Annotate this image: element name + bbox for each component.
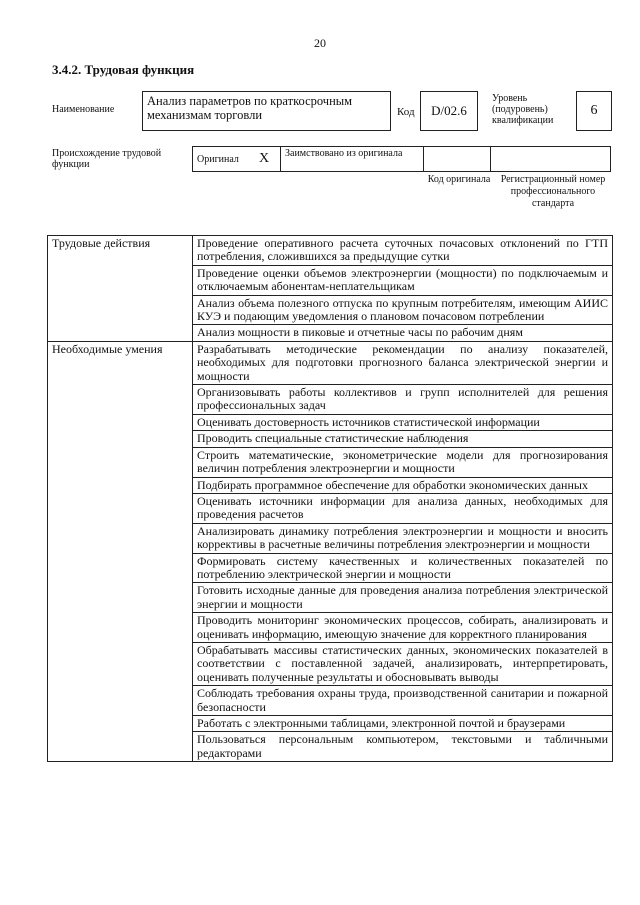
item-text: Оценивать достоверность источников статистической информации bbox=[193, 414, 613, 430]
item-text: Разрабатывать методические рекомендации по анализу показателей, необходимых для подготовки прогнозного баланса электрической энергии и мощности bbox=[193, 341, 613, 384]
reg-number-caption: Регистрационный номер профессионального стандарта bbox=[500, 174, 606, 209]
item-text: Проведение оперативного расчета суточных почасовых отклонений по ГТП потребления, сложившихся за предыдущие сутки bbox=[193, 236, 613, 266]
item-text: Организовывать работы коллективов и групп исполнителей для решения профессиональных задач bbox=[193, 385, 613, 415]
origin-label: Происхождение трудовой функции bbox=[52, 148, 162, 170]
item-text: Проведение оценки объемов электроэнергии (мощности) по подключаемым и отключаемым абонентам-неплательщикам bbox=[193, 265, 613, 295]
borrowed-cell bbox=[280, 146, 424, 172]
item-text: Пользоваться персональным компьютером, текстовыми и табличными редакторами bbox=[193, 732, 613, 762]
item-text: Готовить исходные данные для проведения анализа потребления электрической энергии и мощности bbox=[193, 583, 613, 613]
group-title: Необходимые умения bbox=[48, 341, 193, 761]
name-label: Наименование bbox=[52, 104, 115, 115]
item-text: Подбирать программное обеспечение для обработки экономических данных bbox=[193, 477, 613, 493]
item-text: Обрабатывать массивы статистических данных, экономических показателей в соответствии с поставленной задачей, анализировать, интерпретировать, оценивать полученные результаты и обосновывать выводы bbox=[193, 642, 613, 685]
item-text: Соблюдать требования охраны труда, производственной санитарии и пожарной безопасности bbox=[193, 686, 613, 716]
table-row bbox=[48, 341, 613, 384]
page-number: 20 bbox=[314, 36, 326, 50]
level-label: Уровень (подуровень) квалификации bbox=[492, 93, 554, 126]
item-text: Анализ мощности в пиковые и отчетные часы по рабочим дням bbox=[193, 325, 613, 341]
original-label: Оригинал bbox=[197, 154, 239, 165]
function-name-field: Анализ параметров по краткосрочным механизмам торговли bbox=[142, 91, 391, 131]
borrowed-label: Заимствовано из оригинала bbox=[285, 148, 403, 159]
table-row bbox=[48, 236, 613, 266]
item-text: Проводить специальные статистические наблюдения bbox=[193, 431, 613, 447]
function-table bbox=[47, 235, 613, 762]
item-text: Анализировать динамику потребления электроэнергии и мощности и вносить коррективы в расчетные величины потребления электроэнергии и мощности bbox=[193, 523, 613, 553]
reg-number-cell bbox=[490, 146, 611, 172]
item-text: Строить математические, эконометрические модели для прогнозирования величин потребления электроэнергии и мощности bbox=[193, 447, 613, 477]
function-code-field: D/02.6 bbox=[420, 91, 478, 131]
item-text: Оценивать источники информации для анализа данных, необходимых для проведения расчетов bbox=[193, 493, 613, 523]
item-text: Формировать систему качественных и количественных показателей по потреблению электрической энергии и мощности bbox=[193, 553, 613, 583]
level-field: 6 bbox=[576, 91, 612, 131]
code-label: Код bbox=[397, 106, 415, 118]
origin-row bbox=[192, 146, 612, 172]
original-code-cell bbox=[423, 146, 491, 172]
group-title: Трудовые действия bbox=[48, 236, 193, 342]
item-text: Проводить мониторинг экономических процессов, собирать, анализировать и оценивать информацию, имеющую значение для корректного планирования bbox=[193, 613, 613, 643]
original-mark: X bbox=[259, 151, 270, 166]
original-cell bbox=[192, 146, 281, 172]
item-text: Работать с электронными таблицами, электронной почтой и браузерами bbox=[193, 716, 613, 732]
item-text: Анализ объема полезного отпуска по крупным потребителям, имеющим АИИС КУЭ и подающим уведомления о плановом почасовом потреблении bbox=[193, 295, 613, 325]
section-title: 3.4.2. Трудовая функция bbox=[52, 62, 195, 77]
code-original-caption: Код оригинала bbox=[427, 174, 491, 185]
